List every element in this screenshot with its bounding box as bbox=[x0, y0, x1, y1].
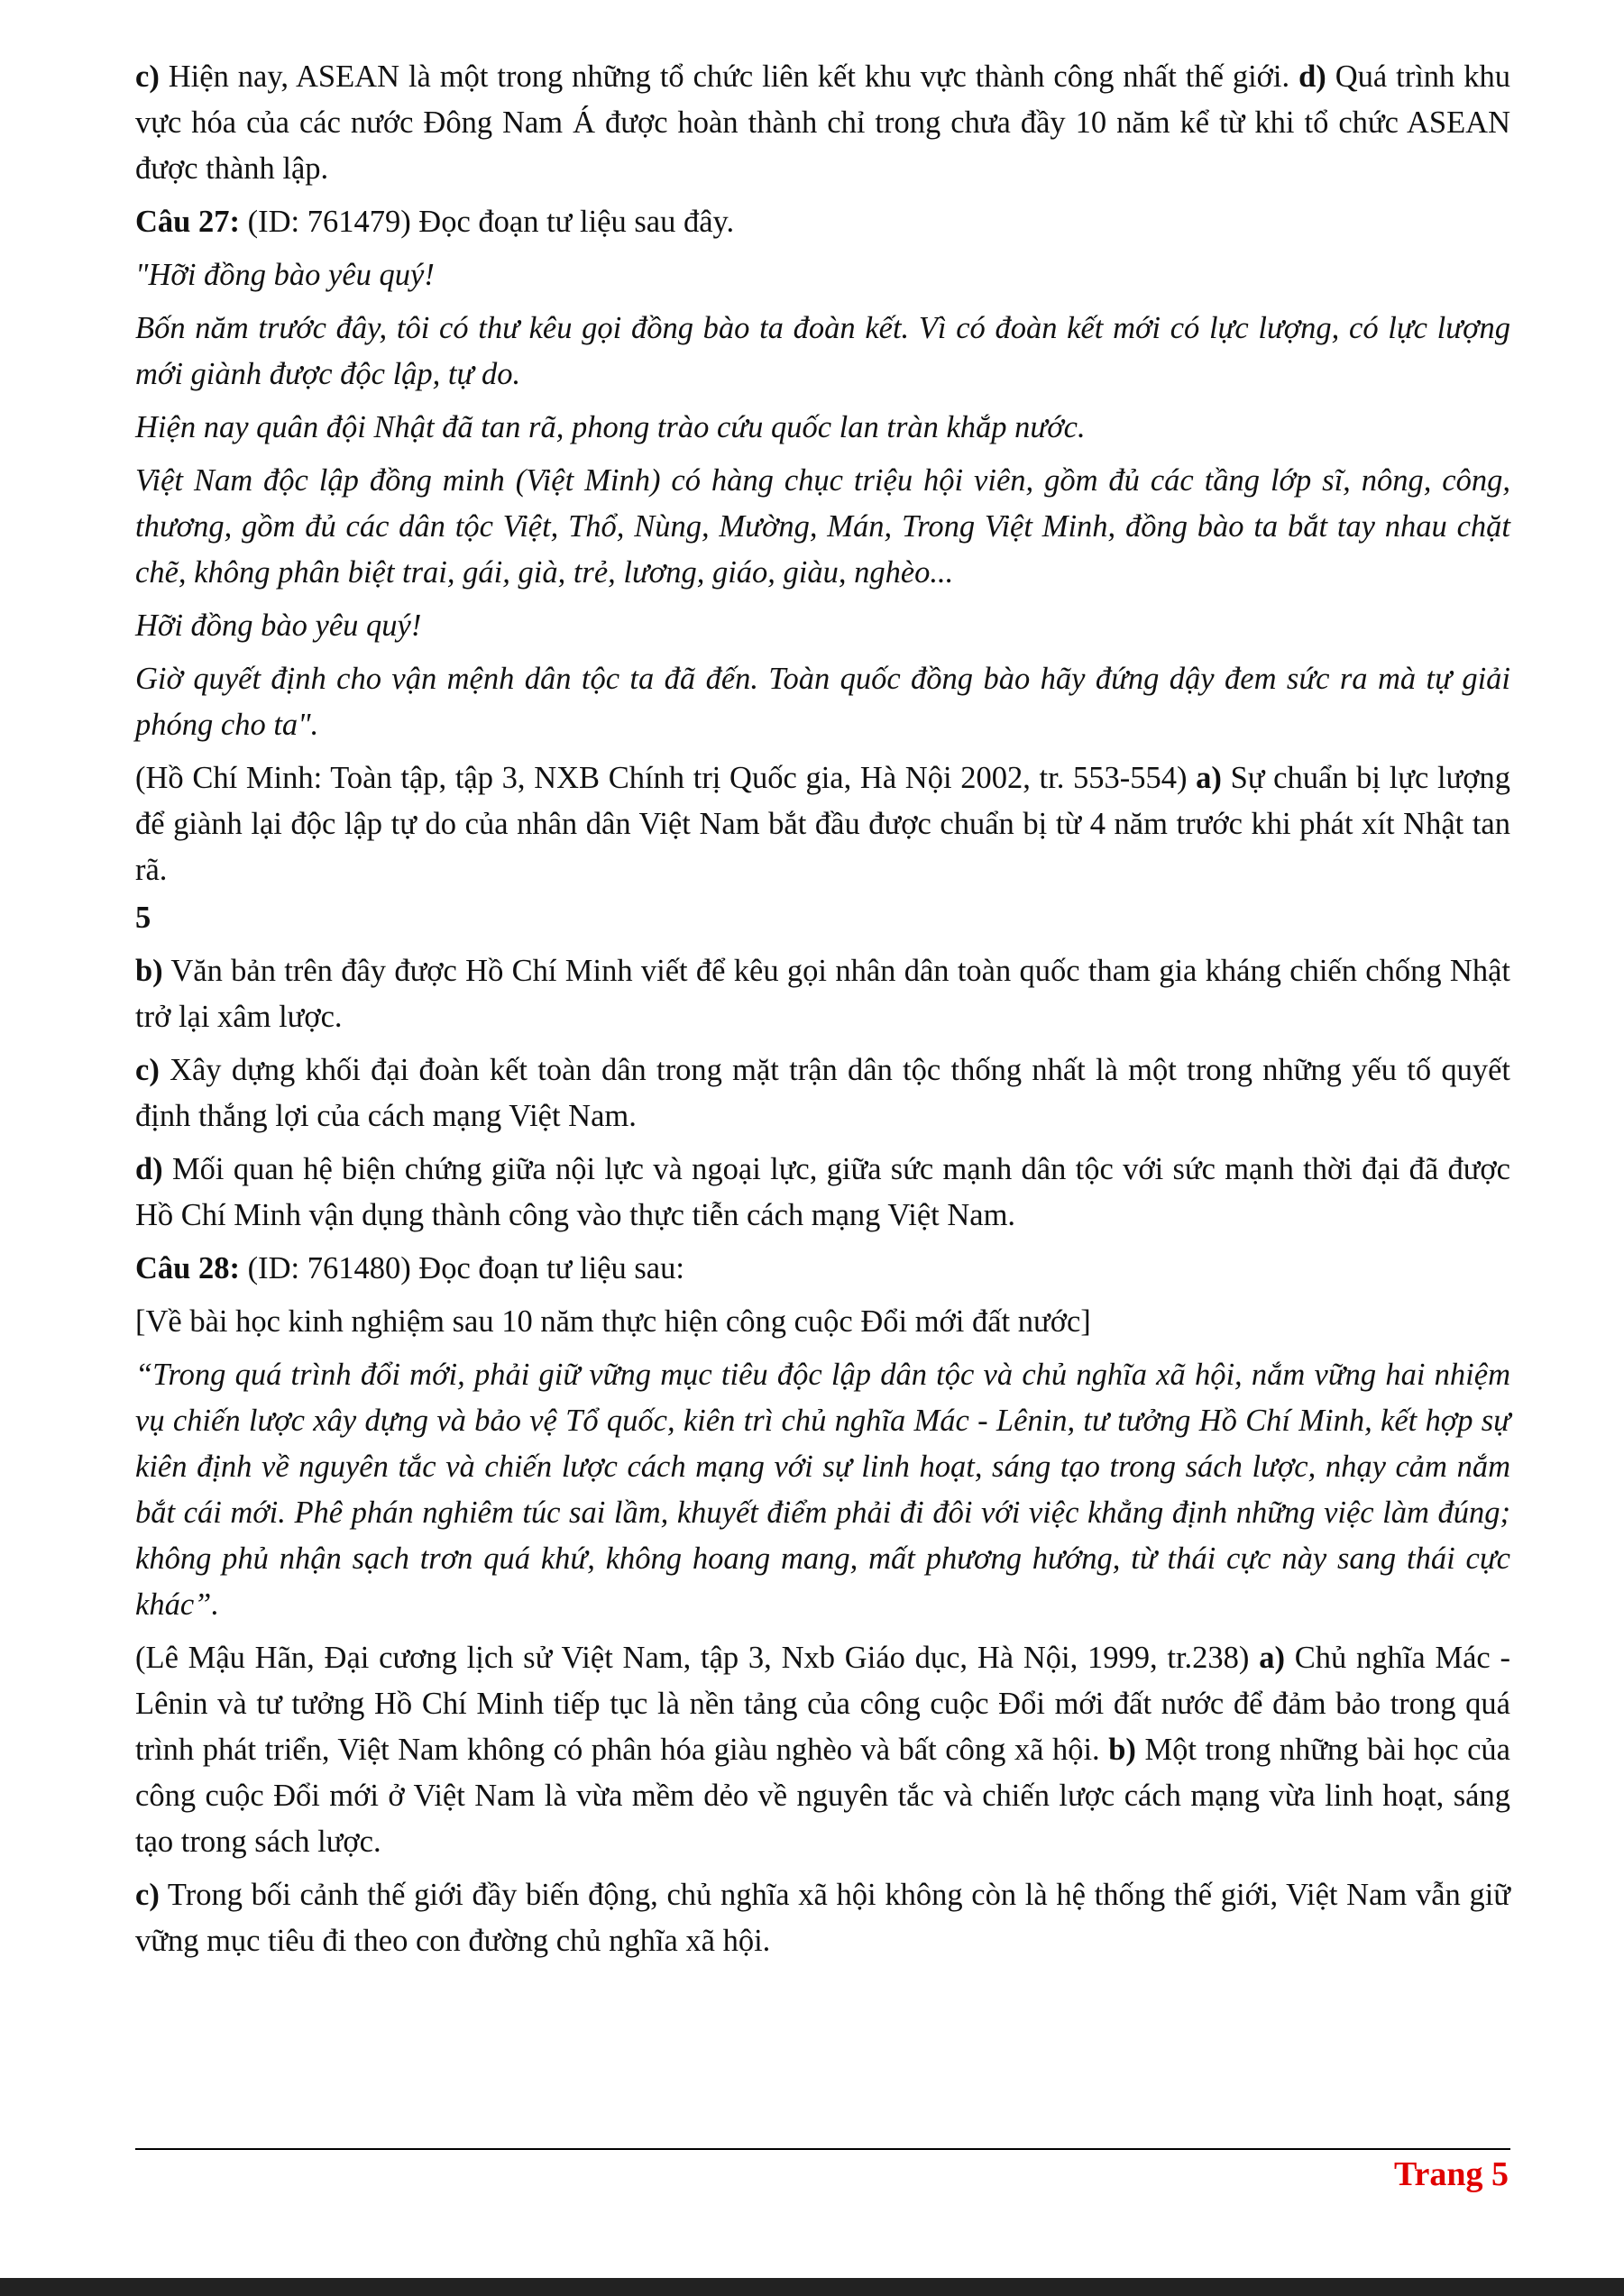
question-text: (ID: 761480) Đọc đoạn tư liệu sau: bbox=[239, 1251, 684, 1285]
footer-page-label: Trang 5 bbox=[1393, 2155, 1509, 2193]
inline-page-number: 5 bbox=[135, 901, 151, 935]
option-text-d: Mối quan hệ biện chứng giữa nội lực và ngoại lực, giữa sức mạnh dân tộc với sức mạnh thời đại đã được Hồ Chí Minh vận dụng thành công vào thực tiễn cách mạng Việt Nam. bbox=[135, 1152, 1510, 1232]
document-body bbox=[135, 54, 1510, 1971]
question-28-heading bbox=[135, 1246, 1510, 1292]
option-text-b: Một trong những bài học của công cuộc Đổi mới ở Việt Nam là vừa mềm dẻo về nguyên tắc và chiến lược cách mạng vừa linh hoạt, sáng tạo trong sách lược. bbox=[135, 1733, 1510, 1859]
option-b-27 bbox=[135, 948, 1510, 1040]
option-text-a: Sự chuẩn bị lực lượng để giành lại độc lập tự do của nhân dân Việt Nam bắt đầu được chuẩn bị từ 4 năm trước khi phát xít Nhật tan rã. bbox=[135, 761, 1510, 887]
bottom-edge-band bbox=[0, 2278, 1624, 2296]
option-label-a: a) bbox=[1259, 1641, 1285, 1675]
option-label-b: b) bbox=[1108, 1733, 1136, 1767]
quote-line: Giờ quyết định cho vận mệnh dân tộc ta đã đến. Toàn quốc đồng bào hãy đứng dậy đem sức ra mà tự giải phóng cho ta". bbox=[135, 662, 1510, 742]
option-label-d: d) bbox=[1298, 59, 1326, 94]
passage-heading: [Về bài học kinh nghiệm sau 10 năm thực hiện công cuộc Đổi mới đất nước] bbox=[135, 1304, 1091, 1339]
option-text-b: Văn bản trên đây được Hồ Chí Minh viết để kêu gọi nhân dân toàn quốc tham gia kháng chiến chống Nhật trở lại xâm lược. bbox=[135, 954, 1510, 1034]
paragraph-c-answer bbox=[135, 54, 1510, 192]
quote-line: Việt Nam độc lập đồng minh (Việt Minh) có hàng chục triệu hội viên, gồm đủ các tầng lớp sĩ, nông, công, thương, gồm đủ các dân tộc Việt, Thổ, Nùng, Mường, Mán, Trong Việt Minh, đồng bào ta bắt tay nhau chặt chẽ, không phân biệt trai, gái, già, trẻ, lương, giáo, giàu, nghèo... bbox=[135, 463, 1510, 590]
option-d-27 bbox=[135, 1147, 1510, 1239]
quote-line: Hỡi đồng bào yêu quý! bbox=[135, 608, 422, 643]
option-label-a: a) bbox=[1196, 761, 1222, 795]
question-27-heading bbox=[135, 199, 1510, 245]
question-label: Câu 28: bbox=[135, 1251, 240, 1285]
option-label-c: c) bbox=[135, 1878, 160, 1912]
option-c-28 bbox=[135, 1872, 1510, 1964]
option-text-c: Hiện nay, ASEAN là một trong những tổ chức liên kết khu vực thành công nhất thế giới. bbox=[159, 59, 1299, 94]
quote-line: Bốn năm trước đây, tôi có thư kêu gọi đồng bào ta đoàn kết. Vì có đoàn kết mới có lực lượng, có lực lượng mới giành được độc lập, tự do. bbox=[135, 311, 1510, 391]
option-label-d: d) bbox=[135, 1152, 163, 1186]
quote-passage: “Trong quá trình đổi mới, phải giữ vững mục tiêu độc lập dân tộc và chủ nghĩa xã hội, nắm vững hai nhiệm vụ chiến lược xây dựng và bảo vệ Tổ quốc, kiên trì chủ nghĩa Mác - Lênin, tư tưởng Hồ Chí Minh, kết hợp sự kiên định về nguyên tắc và chiến lược cách mạng với sự linh hoạt, sáng tạo trong sách lược, nhạy cảm nắm bắt cái mới. Phê phán nghiêm túc sai lầm, khuyết điểm phải đi đôi với việc khẳng định những việc làm đúng; không phủ nhận sạch trơn quá khứ, không hoang mang, mất phương hướng, từ thái cực này sang thái cực khác”. bbox=[135, 1358, 1510, 1622]
footer-divider bbox=[135, 2148, 1510, 2150]
source-citation: (Hồ Chí Minh: Toàn tập, tập 3, NXB Chính trị Quốc gia, Hà Nội 2002, tr. 553-554) bbox=[135, 761, 1197, 795]
option-text-c: Trong bối cảnh thế giới đầy biến động, chủ nghĩa xã hội không còn là hệ thống thế giới, Việt Nam vẫn giữ vững mục tiêu đi theo con đường chủ nghĩa xã hội. bbox=[135, 1878, 1510, 1958]
source-and-options-ab bbox=[135, 1635, 1510, 1865]
option-text-a: Chủ nghĩa Mác - Lênin và tư tưởng Hồ Chí Minh tiếp tục là nền tảng của công cuộc Đổi mới đất nước để đảm bảo trong quá trình phát triển, Việt Nam không có phân hóa giàu nghèo và bất công xã hội. bbox=[135, 1641, 1511, 1767]
option-text-d: Quá trình khu vực hóa của các nước Đông Nam Á được hoàn thành chỉ trong chưa đầy 10 năm kể từ khi tổ chức ASEAN được thành lập. bbox=[135, 59, 1510, 186]
option-label-c: c) bbox=[135, 1053, 160, 1087]
question-label: Câu 27: bbox=[135, 205, 240, 239]
quote-line: "Hỡi đồng bào yêu quý! bbox=[135, 258, 435, 292]
option-c-27 bbox=[135, 1047, 1510, 1139]
source-citation: (Lê Mậu Hãn, Đại cương lịch sử Việt Nam, tập 3, Nxb Giáo dục, Hà Nội, 1999, tr.238) bbox=[135, 1641, 1260, 1675]
question-text: (ID: 761479) Đọc đoạn tư liệu sau đây. bbox=[239, 205, 735, 239]
source-and-option-a bbox=[135, 755, 1510, 893]
quote-line: Hiện nay quân đội Nhật đã tan rã, phong trào cứu quốc lan tràn khắp nước. bbox=[135, 410, 1086, 444]
option-label-b: b) bbox=[135, 954, 163, 988]
option-text-c: Xây dựng khối đại đoàn kết toàn dân trong mặt trận dân tộc thống nhất là một trong những yếu tố quyết định thắng lợi của cách mạng Việt Nam. bbox=[135, 1053, 1510, 1133]
option-label-c: c) bbox=[135, 59, 160, 94]
